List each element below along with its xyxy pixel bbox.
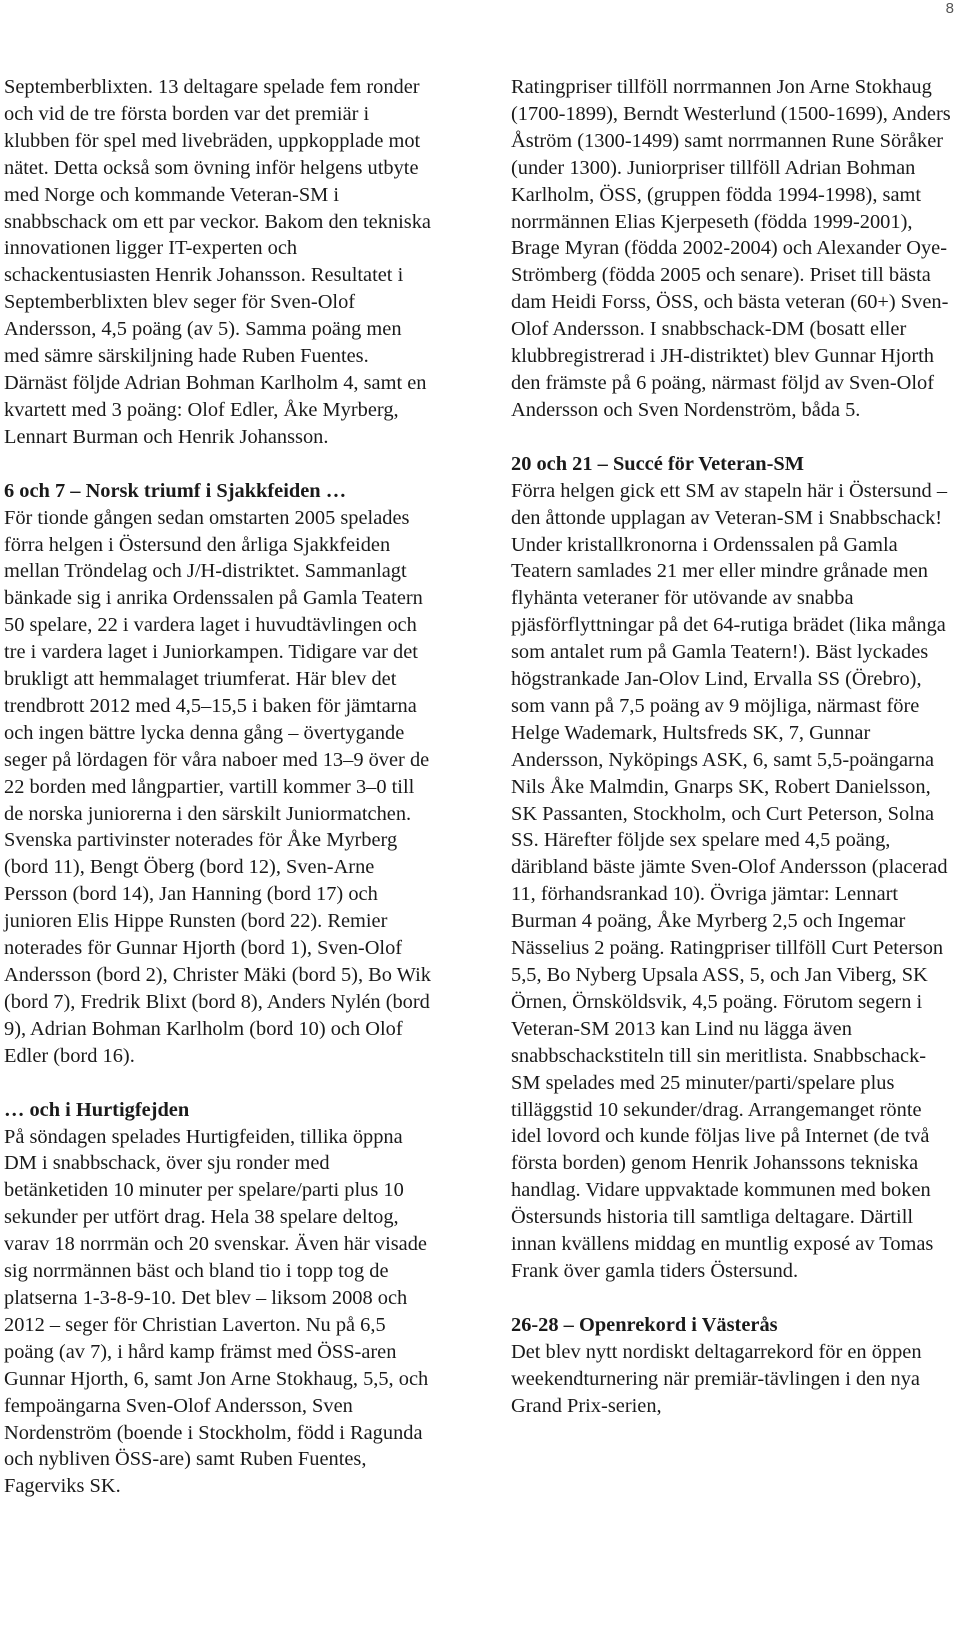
intro-paragraph: Ratingpriser tillföll norrmannen Jon Arne Stokhaug (1700-1899), Berndt Westerlund (1500-1699), Anders Åström (1300-1499) samt norrmannen Rune Söråker (under 1300). Juniorpriser tillföll Adrian Bohman Karlholm, ÖSS, (gruppen födda 1994-1998), samt norrmännen Elias Kjerpeseth (födda 1999-2001), Brage Myran (födda 2002-2004) och Alexander Oye-Strömberg (födda 2005 och senare). Priset till bästa dam Heidi Forss, ÖSS, och bästa veteran (60+) Sven-Olof Andersson. I snabbschack-DM (bosatt eller klubbregistrerad i JH-distriktet) blev Gunnar Hjorth den främste på 6 poäng, närmast följd av Sven-Olof Andersson och Sven Nordenström, båda 5. xyxy=(511,76,951,421)
intro-paragraph: Septemberblixten. 13 deltagare spelade fem ronder och vid de tre första borden var det premiär i klubben för spel med livebräden, uppkopplade mot nätet. Detta också som övning inför helgens utbyte med Norge och kommande Veteran-SM i snabbschack om ett par veckor. Bakom den tekniska innovationen ligger IT-experten och schackentusiasten Henrik Johansson. Resultatet i Septemberblixten blev seger för Sven-Olof Andersson, 4,5 poäng (av 5). Samma poäng men med sämre särskiljning hade Ruben Fuentes. Därnäst följde Adrian Bohman Karlholm 4, samt en kvartett med 3 poäng: Olof Edler, Åke Myrberg, Lennart Burman och Henrik Johansson. xyxy=(4,76,431,448)
section-heading: 26-28 – Openrekord i Västerås xyxy=(511,1313,778,1336)
section-heading: 20 och 21 – Succé för Veteran-SM xyxy=(511,452,804,475)
paragraph-gap xyxy=(511,1285,951,1312)
right-column xyxy=(511,74,951,1420)
section-heading: … och i Hurtigfejden xyxy=(4,1098,190,1121)
page-number: 8 xyxy=(945,0,954,17)
section-body: Det blev nytt nordiskt deltagarrekord för en öppen weekendturnering när premiär-tävlingen i den nya Grand Prix-serien, xyxy=(511,1340,922,1417)
paragraph-gap xyxy=(511,424,951,451)
paragraph-gap xyxy=(4,451,434,478)
section-body: Förra helgen gick ett SM av stapeln här i Östersund – den åttonde upplagan av Veteran-SM i Snabbschack! Under kristallkronorna i Ordenssalen på Gamla Teatern samlades 21 mer eller mindre grånade men flyhänta veteraner för utövande av snabba pjäsförflyttningar på det 64-rutiga brädet (lika många som antalet rum på Gamla Teatern!). Bäst lyckades högstrankade Jan-Olov Lind, Ervalla SS (Örebro), som vann på 7,5 poäng av 9 möjliga, närmast före Helge Wademark, Hultsfreds SK, 7, Gunnar Andersson, Nyköpings ASK, 6, samt 5,5-poängarna Nils Åke Malmdin, Gnarps SK, Robert Danielsson, SK Passanten, Stockholm, och Curt Peterson, Solna SS. Härefter följde sex spelare med 4,5 poäng, däribland bäste jämte Sven-Olof Andersson (placerad 11, förhandsrankad 10). Övriga jämtar: Lennart Burman 4 poäng, Åke Myrberg 2,5 och Ingemar Nässelius 2 poäng. Ratingpriser tillföll Curt Peterson 5,5, Bo Nyberg Upsala ASS, 5, och Jan Viberg, SK Örnen, Örnsköldsvik, 4,5 poäng. Förutom segern i Veteran-SM 2013 kan Lind nu lägga även snabbschackstiteln till sin meritlista. Snabbschack-SM spelades med 25 minuter/parti/spelare plus tilläggstid 10 sekunder/drag. Arrangemanget rönte idel lovord och kunde följas live på Internet (de två första borden) genom Henrik Johanssons tekniska handlag. Vidare uppvaktade kommunen med boken Östersunds historia till samtliga deltagare. Därtill innan kvällens middag en muntlig exposé av Tomas Frank över gamla tiders Östersund. xyxy=(511,479,948,1282)
section-body: På söndagen spelades Hurtigfeiden, tillika öppna DM i snabbschack, över sju ronder med betänketiden 10 minuter per spelare/parti plus 10 sekunder per utfört drag. Hela 38 spelare deltog, varav 18 norrmän och 20 svenskar. Även här visade sig norrmännen bäst och bland tio i topp tog de platserna 1-3-8-9-10. Det blev – liksom 2008 och 2012 – seger för Christian Laverton. Nu på 6,5 poäng (av 7), i hård kamp främst med ÖSS-aren Gunnar Hjorth, 6, samt Jon Arne Stokhaug, 5,5, och fempoängarna Sven-Olof Andersson, Sven Nordenström (boende i Stockholm, född i Ragunda och nybliven ÖSS-are) samt Ruben Fuentes, Fagerviks SK. xyxy=(4,1125,429,1498)
section-heading: 6 och 7 – Norsk triumf i Sjakkfeiden … xyxy=(4,479,347,502)
paragraph-gap xyxy=(4,1070,434,1097)
section-body: För tionde gången sedan omstarten 2005 spelades förra helgen i Östersund den årliga Sjakkfeiden mellan Tröndelag och J/H-distriktet. Sammanlagt bänkade sig i anrika Ordenssalen på Gamla Teatern 50 spelare, 22 i vardera laget i huvudtävlingen och tre i vardera laget i Juniorkampen. Tidigare var det brukligt att hemmalaget triumferat. Här blev det trendbrott 2012 med 4,5–15,5 i baken för jämtarna och ingen bättre lycka denna gång – övertygande seger på lördagen för våra naboer med 13–9 över de 22 borden med långpartier, vartill kommer 3–0 till de norska juniorerna i den särskilt Juniormatchen. Svenska partivinster noterades för Åke Myrberg (bord 11), Bengt Öberg (bord 12), Sven-Arne Persson (bord 14), Jan Hanning (bord 17) och junioren Elis Hippe Runsten (bord 22). Remier noterades för Gunnar Hjorth (bord 1), Sven-Olof Andersson (bord 2), Christer Mäki (bord 5), Bo Wik (bord 7), Fredrik Blixt (bord 8), Anders Nylén (bord 9), Adrian Bohman Karlholm (bord 10) och Olof Edler (bord 16). xyxy=(4,506,431,1067)
left-column xyxy=(4,74,434,1500)
